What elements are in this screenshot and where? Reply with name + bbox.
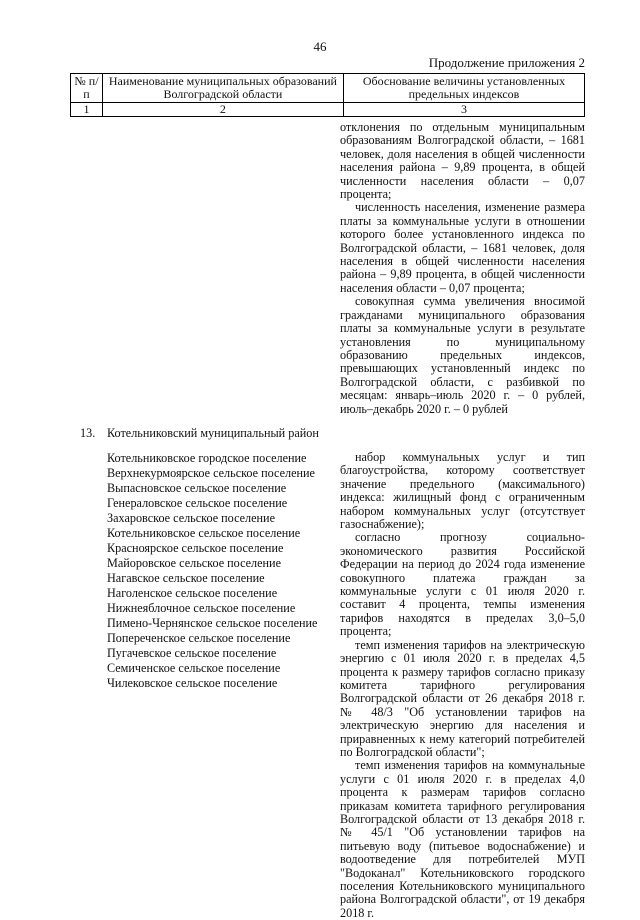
settlement-list bbox=[107, 451, 317, 691]
settlement-item: Чилековское сельское поселение bbox=[107, 676, 278, 690]
justification-paragraph: отклонения по отдельным муниципальным образованиям Волгоградской области, – 1681 человек, доля населения в общей численности населения района – 9,89 процента, в общей численности населения области – 0,07 процента; bbox=[340, 120, 585, 202]
settlement-item: Выпасновское сельское поселение bbox=[107, 481, 287, 495]
settlement-item: Наголенское сельское поселение bbox=[107, 586, 278, 600]
settlement-item: Генераловское сельское поселение bbox=[107, 496, 288, 510]
continuation-label: Продолжение приложения 2 bbox=[428, 55, 585, 70]
header-num-3: 3 bbox=[343, 103, 584, 117]
row13-justification bbox=[340, 451, 585, 920]
header-col-justification: Обоснование величины установленных предельных индексов bbox=[343, 74, 584, 103]
justification-paragraph: согласно прогнозу социально-экономического развития Российской Федерации на период до 2024 года изменение совокупного платежа граждан за коммунальные услуги с 01 июля 2020 г. составит 4 процента, темпы изменения тарифов находятся в пределах 3,0–5,0 процента; bbox=[340, 530, 585, 639]
page-number: 46 bbox=[313, 39, 327, 54]
justification-paragraph: темп изменения тарифов на коммунальные услуги с 01 июля 2020 г. в пределах 4,0 процента к размерам тарифов согласно приказам комитета тарифного регулирования Волгоградской области от 13 декабря 2018 г. № 45/1 "Об установлении тарифов на питьевую воду (питьевое водоснабжение) и водоотведение для потребителей МУП "Водоканал" Котельниковского городского поселения Котельниковского муниципального района Волгоградской области", от 19 декабря 2018 г. bbox=[340, 758, 585, 920]
settlement-item: Нагавское сельское поселение bbox=[107, 571, 265, 585]
settlement-item: Нижнеяблочное сельское поселение bbox=[107, 601, 296, 615]
settlement-item: Семиченское сельское поселение bbox=[107, 661, 281, 675]
settlement-item: Пугачевское сельское поселение bbox=[107, 646, 277, 660]
settlement-item: Майоровское сельское поселение bbox=[107, 556, 281, 570]
settlement-item: Захаровское сельское поселение bbox=[107, 511, 275, 525]
justification-paragraph: численность населения, изменение размера платы за коммунальные услуги в отношении которого более установленного индекса по Волгоградской области, – 1681 человек, доля населения в общей численности населения района – 9,89 процента, в общей численности населения области – 0,07 процента; bbox=[340, 200, 585, 295]
settlement-item: Верхнекурмоярское сельское поселение bbox=[107, 466, 315, 480]
settlement-item: Котельниковское городское поселение bbox=[107, 451, 307, 465]
header-num-2: 2 bbox=[102, 103, 343, 117]
justification-paragraph: совокупная сумма увеличения вносимой гражданами муниципального образования платы за коммунальные услуги в результате установления по муниципальному образованию предельных индексов, превышающих установленный индекс по Волгоградской области, с разбивкой по месяцам: январь–июль 2020 г. – 0 рублей, июль–декабрь 2020 г. – 0 рублей bbox=[340, 294, 585, 416]
settlement-item: Красноярское сельское поселение bbox=[107, 541, 284, 555]
settlement-item: Попереченское сельское поселение bbox=[107, 631, 291, 645]
district-name: Котельниковский муниципальный район bbox=[107, 426, 319, 440]
previous-justification bbox=[340, 121, 585, 416]
justification-paragraph: темп изменения тарифов на электрическую энергию с 01 июля 2020 г. в пределах 4,5 процента к размеру тарифов согласно приказу комитета тарифного регулирования Волгоградской области от 26 декабря 2018 г. № 48/3 "Об установлении тарифов на электрическую энергию для населения и приравненных к нему категорий потребителей по Волгоградской области"; bbox=[340, 637, 585, 759]
row-number: 13. bbox=[80, 426, 96, 440]
header-col-municipality: Наименование муниципальных образований Волгоградской области bbox=[102, 74, 343, 103]
settlement-item: Котельниковское сельское поселение bbox=[107, 526, 301, 540]
header-num-1: 1 bbox=[71, 103, 103, 117]
header-col-number: № п/п bbox=[71, 74, 103, 103]
table-header bbox=[70, 73, 585, 117]
settlement-item: Пимено-Чернянское сельское поселение bbox=[107, 616, 318, 630]
justification-paragraph: набор коммунальных услуг и тип благоустройства, которому соответствует значение предельного (максимального) индекса: жилищный фонд с ограниченным набором коммунальных услуг (отсутствует газоснабжение); bbox=[340, 450, 585, 532]
